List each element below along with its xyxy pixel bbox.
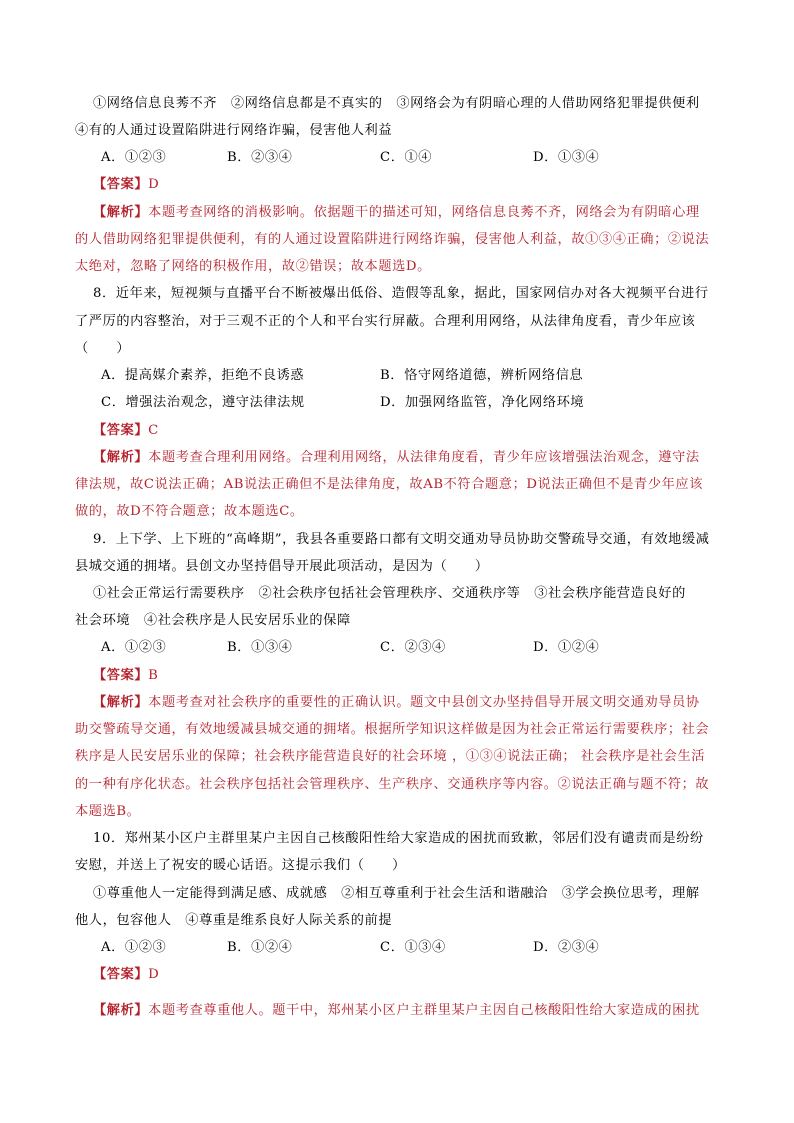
q8-analysis-line-3: 做的，故D不符合题意；故本题选C。: [75, 504, 304, 519]
q10-option-d: D．②③④: [533, 940, 600, 955]
q9-option-a: A．①②③: [101, 640, 167, 655]
q10-answer: [93, 965, 159, 985]
q8-option-a: A．提高媒介素养，拒绝不良诱惑: [101, 368, 305, 383]
q7-analysis-line-1: 【解析】本题考查网络的消极影响。依据题干的描述可知，网络信息良莠不齐，网络会为有阴暗心理: [93, 205, 700, 220]
q8-stem-line-1: 8．近年来，短视频与直播平台不断被爆出低俗、造假等乱象，据此，国家网信办对各大视频平台进行: [93, 286, 709, 301]
q8-stem-line-2: 了严厉的内容整治，对于三观不正的个人和平台实行屏蔽。合理利用网络，从法律角度看，青少年应该: [75, 314, 696, 329]
q9-statement-line-2: 社会环境 ④社会秩序是人民安居乐业的保障: [75, 613, 351, 628]
q10-stem-line-2: 安慰，并送上了祝安的暖心话语。这提示我们（ ）: [75, 858, 406, 873]
q8-option-b: B．恪守网络道德，辨析网络信息: [380, 368, 584, 383]
q7-statement-line-1: ①网络信息良莠不齐 ②网络信息都是不真实的 ③网络会为有阴暗心理的人借助网络犯罪提供便利: [93, 96, 700, 111]
q9-analysis-line-5: 本题选B。: [75, 804, 141, 819]
q10-statement-line-1: ①尊重他人一定能得到满足感、成就感 ②相互尊重利于社会生活和谐融洽 ③学会换位思考，理解: [93, 886, 700, 901]
answer-tag: 【答案】: [93, 967, 149, 982]
q7-answer: [93, 175, 159, 195]
q9-stem-line-1: 9．上下学、上下班的“高峰期”，我县各重要路口都有文明交通劝导员协助交警疏导交通，有效地缓减: [93, 532, 710, 547]
q7-option-c: C．①④: [380, 150, 433, 165]
answer-tag: 【答案】: [93, 177, 149, 192]
q7-answer-value: D: [148, 177, 160, 192]
analysis-tag: 【解析】: [93, 695, 149, 710]
q8-option-d: D．加强网络监管，净化网络环境: [380, 395, 585, 410]
q8-answer: [93, 421, 159, 441]
q9-stem-line-2: 县城交通的拥堵。县创文办坚持倡导开展此项活动，是因为（ ）: [75, 559, 489, 574]
q10-option-b: B．①②④: [227, 940, 293, 955]
q8-answer-value: C: [148, 423, 159, 438]
q10-option-c: C．①③④: [380, 940, 446, 955]
q9-answer-value: B: [148, 668, 159, 683]
q9-option-b: B．①③④: [227, 640, 293, 655]
q7-analysis-line-2: 的人借助网络犯罪提供便利，有的人通过设置陷阱进行网络诈骗，侵害他人利益，故①③④正确；②说法: [75, 232, 710, 247]
q10-statement-line-2: 他人，包容他人 ④尊重是维系良好人际关系的前提: [75, 913, 393, 928]
q9-analysis-line-4: 的一种有序化状态。社会秩序包括社会管理秩序、生产秩序、交通秩序等内容。②说法正确与题不符；故: [75, 777, 710, 792]
answer-tag: 【答案】: [93, 423, 149, 438]
q8-analysis-line-2: 律法规，故C说法正确；AB说法正确但不是法律角度，故AB不符合题意；D说法正确但不是青少年应该: [75, 477, 703, 492]
q10-analysis-line-1: 【解析】本题考查尊重他人。题干中，郑州某小区户主群里某户主因自己核酸阳性给大家造成的困扰: [93, 1003, 700, 1018]
q8-analysis-line-1: 【解析】本题考查合理利用网络。合理利用网络，从法律角度看，青少年应该增强法治观念，遵守法: [93, 450, 700, 465]
q9-statement-line-1: ①社会正常运行需要秩序 ②社会秩序包括社会管理秩序、交通秩序等 ③社会秩序能营造良好的: [93, 586, 686, 601]
q9-analysis-line-3: 秩序是人民安居乐业的保障；社会秩序能营造良好的社会环境 ，①③④说法正确； 社会秩序是社会生活: [75, 749, 706, 764]
q9-answer: [93, 666, 158, 686]
q9-option-c: C．②③④: [380, 640, 446, 655]
q10-stem-line-1: 10．郑州某小区户主群里某户主因自己核酸阳性给大家造成的困扰而致歉，邻居们没有谴责而是纷纷: [93, 831, 704, 846]
q9-option-d: D．①②④: [533, 640, 600, 655]
q9-analysis-line-2: 助交警疏导交通，有效地缓减县城交通的拥堵。根据所学知识这样做是因为社会正常运行需要秩序；社会: [75, 722, 710, 737]
q9-analysis-line-1: 【解析】本题考查对社会秩序的重要性的正确认识。题文中县创文办坚持倡导开展文明交通劝导员协: [93, 695, 700, 710]
analysis-tag: 【解析】: [93, 205, 149, 220]
q7-option-a: A．①②③: [101, 150, 167, 165]
q7-option-d: D．①③④: [533, 150, 600, 165]
analysis-tag: 【解析】: [93, 1003, 149, 1018]
q8-stem-line-3: （ ）: [75, 341, 131, 356]
q7-statement-line-2: ④有的人通过设置陷阱进行网络诈骗，侵害他人利益: [75, 123, 393, 138]
q7-option-b: B．②③④: [227, 150, 293, 165]
q8-option-c: C．增强法治观念，遵守法律法规: [101, 395, 305, 410]
q10-option-a: A．①②③: [101, 940, 167, 955]
answer-tag: 【答案】: [93, 668, 149, 683]
analysis-tag: 【解析】: [93, 450, 149, 465]
q7-analysis-line-3: 太绝对，忽略了网络的积极作用，故②错误；故本题选D。: [75, 259, 431, 274]
q10-answer-value: D: [148, 967, 160, 982]
